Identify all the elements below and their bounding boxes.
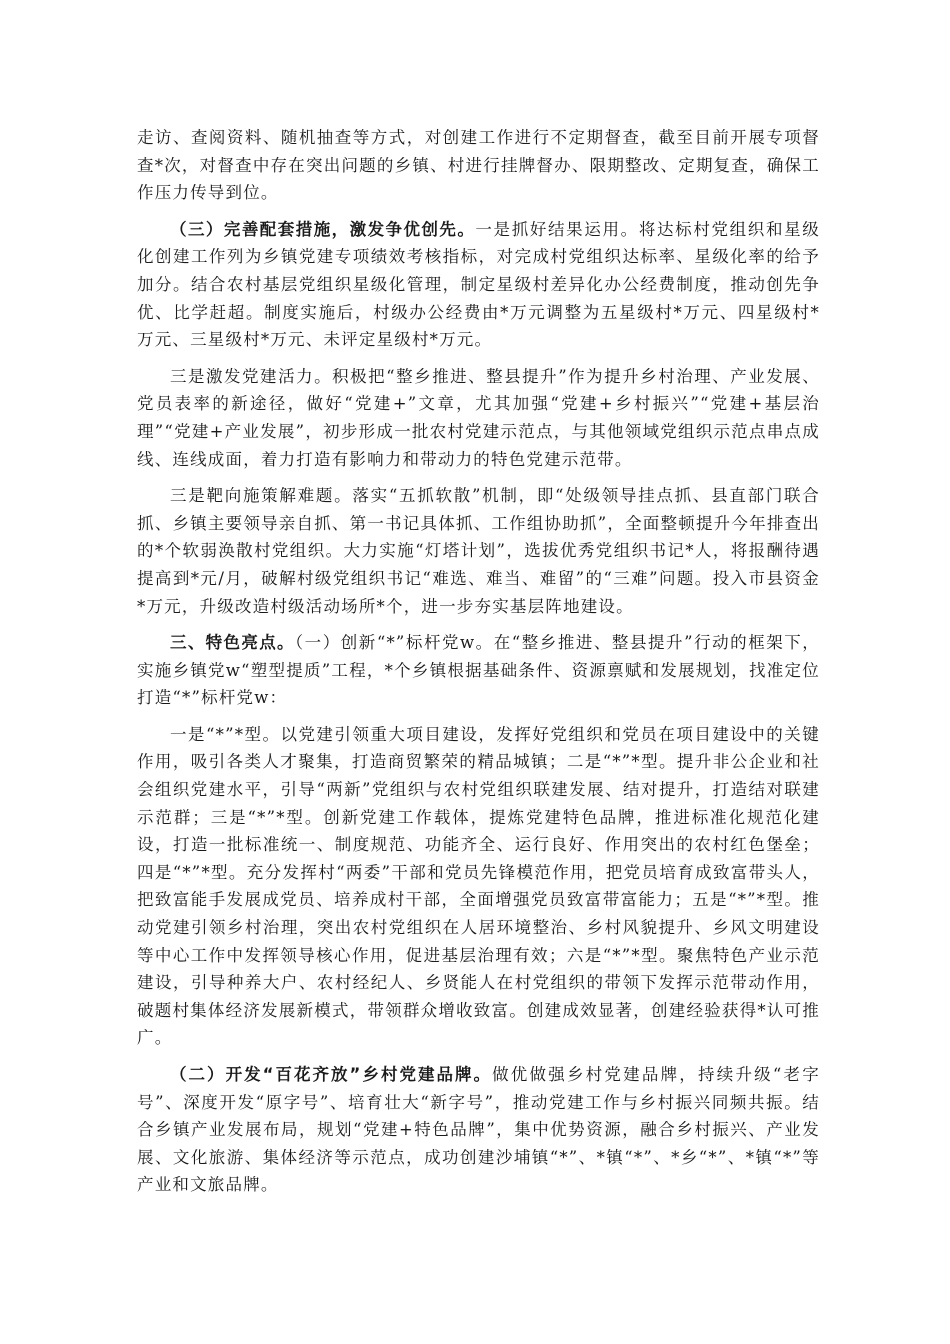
paragraph-body: 做优做强乡村党建品牌，持续升级“老字号”、深度开发“原字号”、培育壮大“新字号”，推动党建工作与乡村振兴同频共振。结合乡镇产业发展布局，规划“党建+特色品牌”，集中优势资源，融合乡村振兴、产业发展、文化旅游、集体经济等示范点，成功创建沙埔镇“*”、*镇“*”、*乡“*”、*镇“*”等产业和文旅品牌。 <box>137 1065 820 1195</box>
paragraph-body: （一）创新“*”标杆党w。在“整乡推进、整县提升”行动的框架下，实施乡镇党w“塑型提质”工程，*个乡镇根据基础条件、资源禀赋和发展规划，找准定位打造“*”标杆党w： <box>137 633 821 708</box>
paragraph-heading: （二）开发“百花齐放”乡村党建品牌。 <box>170 1065 493 1084</box>
paragraph-types <box>137 721 820 1052</box>
paragraph-targeted-measures <box>137 482 820 620</box>
paragraph-continuation <box>137 124 820 207</box>
paragraph-supporting-measures <box>137 216 820 354</box>
paragraph-heading: （三）完善配套措施，激发争优创先。 <box>170 219 476 239</box>
paragraph-body: 三是激发党建活力。积极把“整乡推进、整县提升”作为提升乡村治理、产业发展、党员表率的新途径，做好“党建+”文章，尤其加强“党建+乡村振兴”“党建+基层治理”“党建+产业发展”，初步形成一批农村党建示范点，与其他领域党组织示范点串点成线、连线成面，着力打造有影响力和带动力的特色党建示范带。 <box>137 366 820 469</box>
paragraph-party-vitality <box>137 363 820 473</box>
section-heading: 三、特色亮点。 <box>170 633 295 653</box>
paragraph-body: 一是“*”*型。以党建引领重大项目建设，发挥好党组织和党员在项目建设中的关键作用，吸引各类人才聚集，打造商贸繁荣的精品城镇；二是“*”*型。提升非公企业和社会组织党建水平，引导“两新”党组织与农村党组织联建发展、结对提升，打造结对联建示范群；三是“*”*型。创新党建工作载体，提炼党建特色品牌，推进标准化规范化建设，打造一批标准统一、制度规范、功能齐全、运行良好、作用突出的农村红色堡垒；四是“*”*型。充分发挥村“两委”干部和党员先锋模范作用，把党员培育成致富带头人，把致富能手发展成党员、培养成村干部，全面增强党员致富带富能力；五是“*”*型。推动党建引领乡村治理，突出农村党组织在人居环境整治、乡村风貌提升、乡风文明建设等中心工作中发挥领导核心作用，促进基层治理有效；六是“*”*型。聚焦特色产业示范建设，引导种养大户、农村经纪人、乡贤能人在村党组织的带领下发挥示范带动作用，破题村集体经济发展新模式，带领群众增收致富。创建成效显著，创建经验获得*认可推广。 <box>137 724 820 1048</box>
paragraph-highlights <box>137 629 820 712</box>
paragraph-body: 走访、查阅资料、随机抽查等方式，对创建工作进行不定期督查，截至目前开展专项督查*次，对督查中存在突出问题的乡镇、村进行挂牌督办、限期整改、定期复查，确保工作压力传导到位。 <box>137 128 820 203</box>
paragraph-body: 三是靶向施策解难题。落实“五抓软散”机制，即“处级领导挂点抓、县直部门联合抓、乡镇主要领导亲自抓、第一书记具体抓、工作组协助抓”，全面整顿提升今年排查出的*个软弱涣散村党组织。大力实施“灯塔计划”，选拔优秀党组织书记*人，将报酬待遇提高到*元/月，破解村级党组织书记“难选、难当、难留”的“三难”问题。投入市县资金*万元，升级改造村级活动场所*个，进一步夯实基层阵地建设。 <box>137 486 820 616</box>
paragraph-brand <box>137 1061 820 1199</box>
document-page <box>137 124 820 1208</box>
paragraph-body: 一是抓好结果运用。将达标村党组织和星级化创建工作列为乡镇党建专项绩效考核指标，对完成村党组织达标率、星级化率的给予加分。结合农村基层党组织星级化管理，制定星级村差异化办公经费制度，推动创先争优、比学赶超。制度实施后，村级办公经费由*万元调整为五星级村*万元、四星级村*万元、三星级村*万元、未评定星级村*万元。 <box>137 219 821 350</box>
